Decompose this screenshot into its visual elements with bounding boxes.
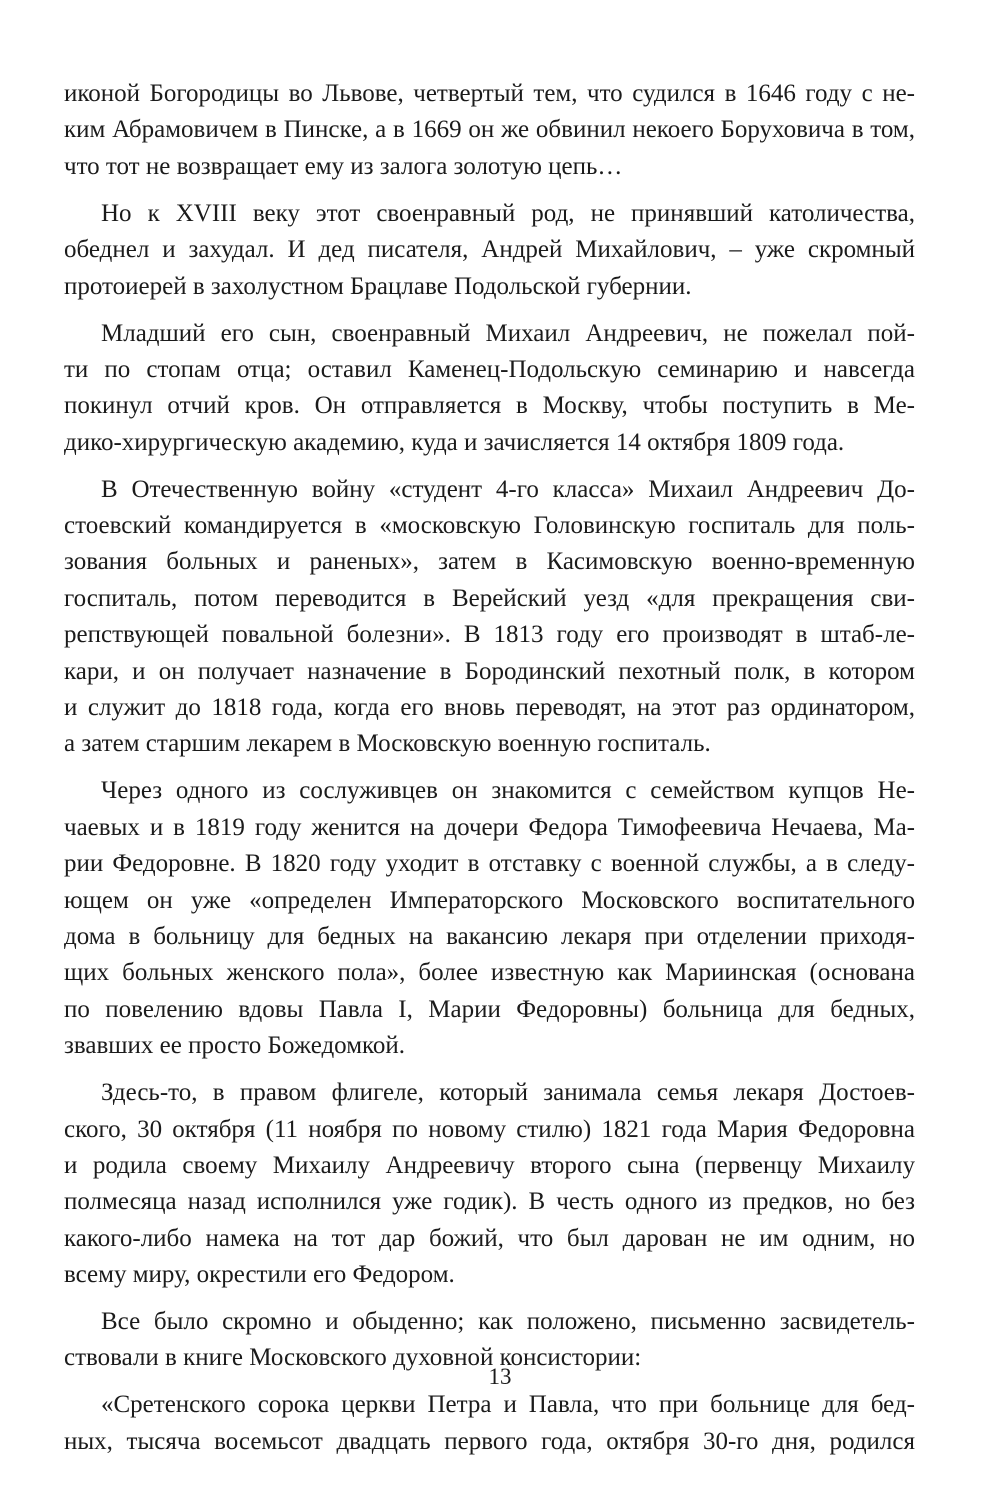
text-line: что тот не возвращает ему из залога золотую цепь… [64,152,623,180]
text-line: обеднел и захудал. И дед писателя, Андрей Михайлович, – уже скромный [64,236,915,264]
text-line: иконой Богородицы во Львове, четвертый тем, что судился в 1646 году с не- [64,80,915,107]
text-line: чаевых и в 1819 году женится на дочери Федора Тимофеевича Нечаева, Ма- [64,813,915,841]
text-line: ющем он уже «определен Императорского Московского воспитательного [64,886,915,914]
body-text [64,76,915,1471]
text-line: зования больных и раненых», затем в Касимовскую военно-временную [64,548,915,576]
paragraph [64,1075,915,1293]
text-line: ти по стопам отца; оставил Каменец-Подольскую семинарию и навсегда [64,355,915,383]
text-line: Младший его сын, своенравный Михаил Андреевич, не пожелал пой- [101,319,915,347]
text-line: ствовали в книге Московского духовной консистории: [64,1344,642,1372]
text-line: рии Федоровне. В 1820 году уходит в отставку с военной службы, а в следу- [64,850,915,878]
text-line: щих больных женского пола», более известную как Мариинская (основана [64,959,915,987]
text-line: Здесь-то, в правом флигеле, который занимала семья лекаря Достоев- [101,1079,915,1107]
text-line: звавших ее просто Божедомкой. [64,1032,406,1060]
text-line: В Отечественную войну «студент 4-го класса» Михаил Андреевич До- [101,475,915,503]
text-line: дико-хирургическую академию, куда и зачисляется 14 октября 1809 года. [64,428,845,456]
paragraph [64,472,915,763]
text-line: полмесяца назад исполнился уже годик). В честь одного из предков, но без [64,1188,915,1216]
text-line: кари, и он получает назначение в Бородинский пехотный полк, в котором [64,657,915,685]
text-line: дома в больницу для бедных на вакансию лекаря при отделении приходя- [64,922,915,950]
text-line: протоиерей в захолустном Брацлаве Подольской губернии. [64,272,692,300]
text-line: ных, тысяча восемьсот двадцать первого года, октября 30-го дня, родился [64,1427,915,1455]
paragraph [64,1387,915,1460]
paragraph [64,316,915,462]
paragraph [64,76,915,185]
paragraph [64,196,915,305]
text-line: ского, 30 октября (11 ноября по новому стилю) 1821 года Мария Федоровна [64,1115,915,1143]
text-line: Через одного из сослуживцев он знакомится с семейством купцов Не- [101,777,915,805]
text-line: покинул отчий кров. Он отправляется в Москву, чтобы поступить в Ме- [64,392,915,420]
text-line: Все было скромно и обыденно; как положено, письменно засвидетель- [101,1308,915,1336]
text-line: и служит до 1818 года, когда его вновь переводят, на этот раз ординатором, [64,694,915,722]
text-line: «Сретенского сорока церкви Петра и Павла, что при больнице для бед- [101,1391,915,1419]
text-line: какого-либо намека на тот дар божий, что был дарован не им одним, но [64,1224,915,1252]
page-number: 13 [488,1364,512,1389]
text-line: Но к XVIII веку этот своенравный род, не принявший католичества, [101,199,915,227]
text-line: по повелению вдовы Павла I, Марии Федоровны) больница для бедных, [64,995,915,1023]
text-line: и родила своему Михаилу Андреевичу второго сына (первенцу Михаилу [64,1151,915,1179]
text-line: всему миру, окрестили его Федором. [64,1261,455,1289]
text-line: ким Абрамовичем в Пинске, а в 1669 он же обвинил некоего Боруховича в том, [64,116,915,144]
text-line: репствующей повальной болезни». В 1813 году его производят в штаб-ле- [64,621,915,649]
text-line: госпиталь, потом переводится в Верейский уезд «для прекращения сви- [64,584,915,612]
paragraph [64,773,915,1064]
text-line: а затем старшим лекарем в Московскую военную госпиталь. [64,730,711,758]
text-line: стоевский командируется в «московскую Головинскую госпиталь для поль- [64,512,915,540]
